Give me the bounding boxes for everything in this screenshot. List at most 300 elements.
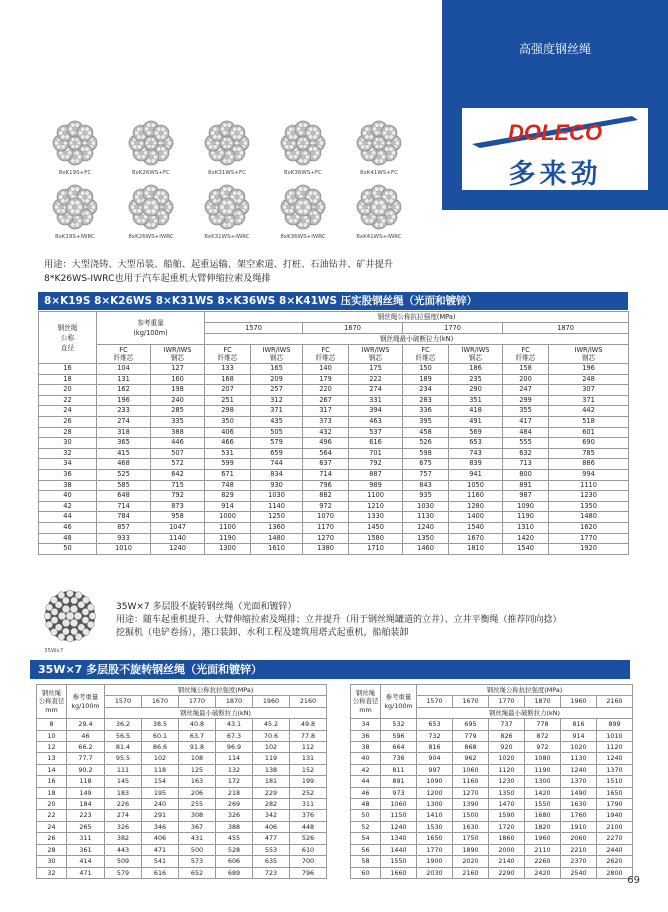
table-cell: 1230	[549, 491, 629, 502]
table-cell: 1110	[549, 480, 629, 491]
table-cell: 28	[39, 427, 97, 438]
table-cell: 10	[37, 730, 67, 741]
table-row	[37, 867, 327, 878]
table-cell: 52	[351, 821, 381, 832]
table-row	[351, 719, 633, 730]
table-row	[39, 491, 629, 502]
table-cell: 钢丝绳 公称直径 mm	[351, 685, 381, 719]
table-cell: 987	[503, 491, 549, 502]
table-cell: 2060	[561, 833, 597, 844]
table-cell: 784	[97, 512, 151, 523]
table-cell: 102	[253, 742, 290, 753]
table-cell: 466	[205, 438, 251, 449]
table-cell: 56	[351, 844, 381, 855]
table-cell: 1620	[549, 522, 629, 533]
table-cell: 914	[205, 501, 251, 512]
table-cell: 2000	[489, 844, 525, 855]
table-cell: 269	[216, 799, 253, 810]
table-cell: 1030	[251, 491, 303, 502]
table-cell: 290	[449, 385, 503, 396]
table-cell: 1530	[417, 821, 453, 832]
table-cell: 446	[151, 438, 205, 449]
table-cell: 46	[351, 787, 381, 798]
table-cell: 1020	[489, 753, 525, 764]
strand-label: 8xK41WS+IWRC	[356, 234, 402, 240]
table-cell: 152	[290, 764, 327, 775]
strand-label: 8xK26WS+FC	[132, 170, 170, 176]
logo-text-cn: 多来劲	[508, 159, 602, 190]
table-cell: 972	[525, 742, 561, 753]
table-cell: 222	[349, 374, 403, 385]
table-cell: 36.2	[105, 719, 142, 730]
table-cell: 8	[37, 719, 67, 730]
table-cell: 40.8	[179, 719, 216, 730]
table-cell: 1300	[205, 544, 251, 555]
table-cell: 442	[549, 406, 629, 417]
strand-label: 8xK19S+FC	[58, 170, 92, 176]
table-cell: 158	[503, 364, 549, 375]
table-row	[351, 833, 633, 844]
table-cell: 58	[351, 856, 381, 867]
table-cell: 274	[349, 385, 403, 396]
table-cell: 36	[39, 469, 97, 480]
usage-line-2: 8*K26WS-IWRC也用于汽车起重机大臂伸缩拉索及绳排	[44, 273, 271, 284]
table-cell: 1490	[561, 787, 597, 798]
usage2-line-3: 挖掘机（电铲卷扬），港口装卸、水利工程及建筑用塔式起重机，船舶装卸	[116, 628, 409, 638]
table-cell: 1140	[151, 533, 205, 544]
table-cell: 792	[349, 459, 403, 470]
table-cell: 40	[351, 753, 381, 764]
table-cell: 1350	[403, 533, 449, 544]
table-row	[351, 787, 633, 798]
table-cell: 376	[290, 810, 327, 821]
table-cell: 2540	[561, 867, 597, 878]
table-row	[39, 480, 629, 491]
table-cell: 1460	[403, 544, 449, 555]
table-cell: 579	[105, 867, 142, 878]
table-cell: 38	[39, 480, 97, 491]
table-cell: 599	[205, 459, 251, 470]
table-cell: 45.2	[253, 719, 290, 730]
table-cell: 834	[251, 469, 303, 480]
table-cell: 1380	[303, 544, 349, 555]
table-cell: 90.2	[67, 764, 105, 775]
table-cell: 181	[253, 776, 290, 787]
table-cell: 471	[67, 867, 105, 878]
table-cell: 1350	[489, 787, 525, 798]
table-cell: 311	[290, 799, 327, 810]
table-cell: 598	[403, 448, 449, 459]
table-cell: 418	[449, 406, 503, 417]
table-cell: 317	[303, 406, 349, 417]
table-cell: 154	[142, 776, 179, 787]
table-cell: 899	[597, 719, 633, 730]
table-cell: 189	[403, 374, 449, 385]
table-cell: 2210	[561, 844, 597, 855]
table-cell: 714	[303, 469, 349, 480]
table-cell: 104	[97, 364, 151, 375]
table-cell: 1710	[349, 544, 403, 555]
table-cell: 458	[403, 427, 449, 438]
table-cell: 1370	[597, 764, 633, 775]
table-cell: 395	[403, 416, 449, 427]
table-cell: 463	[349, 416, 403, 427]
table-cell: 291	[142, 810, 179, 821]
table-cell: 112	[290, 742, 327, 753]
table-cell: 1190	[503, 512, 549, 523]
table-cell: 1350	[549, 501, 629, 512]
table-cell: 240	[142, 799, 179, 810]
table-cell: 826	[489, 730, 525, 741]
strand-figure	[120, 120, 182, 176]
table-cell: 406	[253, 821, 290, 832]
table-cell: 891	[503, 480, 549, 491]
table-cell: 28	[37, 844, 67, 855]
table-cell: 675	[403, 459, 449, 470]
table-cell: 145	[105, 776, 142, 787]
table-cell: 参考重量 (kg/100m)	[97, 312, 205, 345]
table-cell: 186	[449, 364, 503, 375]
table-cell: 1100	[349, 491, 403, 502]
strand-figure	[348, 120, 410, 176]
table-cell: 532	[381, 719, 417, 730]
table-cell: 32	[39, 448, 97, 459]
page-number: 69	[627, 875, 640, 886]
table-row	[39, 416, 629, 427]
table-cell: 1410	[417, 810, 453, 821]
table-cell: 748	[205, 480, 251, 491]
logo-swoosh-icon	[472, 114, 638, 148]
table-cell: 44	[39, 512, 97, 523]
table-cell: 43.1	[216, 719, 253, 730]
table-cell: 1270	[303, 533, 349, 544]
table-cell: 149	[67, 787, 105, 798]
strand-label: 8xK36WS+IWRC	[280, 234, 326, 240]
table-cell: 371	[251, 406, 303, 417]
table-row	[37, 856, 327, 867]
table-cell: 1100	[205, 522, 251, 533]
table-cell: 252	[290, 787, 327, 798]
strand-cross-section-icon	[356, 184, 402, 230]
table-cell: 140	[303, 364, 349, 375]
table-cell: 1120	[489, 764, 525, 775]
table-cell: 1770	[549, 533, 629, 544]
strand-figure	[348, 184, 410, 240]
table-row	[39, 427, 629, 438]
table-cell: 689	[216, 867, 253, 878]
table-cell: 1130	[561, 753, 597, 764]
table-cell: 904	[417, 753, 453, 764]
table-cell: 274	[97, 416, 151, 427]
table-cell: 274	[105, 810, 142, 821]
table-cell: 500	[179, 844, 216, 855]
table-cell: 606	[216, 856, 253, 867]
table-cell: 102	[142, 753, 179, 764]
table-cell: 1670	[453, 696, 489, 707]
table-cell: 857	[97, 522, 151, 533]
table-cell: 175	[349, 364, 403, 375]
table-cell: 1650	[417, 833, 453, 844]
table-cell: 132	[216, 764, 253, 775]
table-cell: 2020	[453, 856, 489, 867]
table-cell: 56.5	[105, 730, 142, 741]
table-cell: 196	[549, 364, 629, 375]
table-cell: 24	[37, 821, 67, 832]
table-cell: 714	[97, 501, 151, 512]
table-cell: 365	[97, 438, 151, 449]
table-cell: 118	[67, 776, 105, 787]
table-cell: 1910	[561, 821, 597, 832]
table-row	[39, 406, 629, 417]
table-cell: 138	[253, 764, 290, 775]
table-cell: 196	[97, 395, 151, 406]
table-cell: IWR/IWS 钢芯	[349, 345, 403, 364]
table-cell: 388	[151, 427, 205, 438]
table-cell: 1020	[561, 742, 597, 753]
table-cell: 248	[549, 374, 629, 385]
usage-line-1: 用途：大型浇铸、大型吊装、船舶、起重运输、架空索道、打桩、石油钻井、矿井提升	[44, 259, 394, 270]
table-cell: 989	[349, 480, 403, 491]
table-cell: 1060	[453, 764, 489, 775]
table-cell: 331	[349, 395, 403, 406]
table-cell: 471	[142, 844, 179, 855]
table-row	[37, 787, 327, 798]
table-row	[351, 730, 633, 741]
table-cell: 钢丝绳最小破断拉力(kN)	[417, 707, 633, 718]
table-cell: 518	[549, 416, 629, 427]
table-cell: 1190	[205, 533, 251, 544]
table-cell: 1680	[525, 810, 561, 821]
table-cell: 394	[349, 406, 403, 417]
table-cell: 1960	[253, 696, 290, 707]
strand-cross-section-icon	[204, 184, 250, 230]
table-cell: 671	[205, 469, 251, 480]
table-cell: 715	[151, 480, 205, 491]
table-cell: 172	[216, 776, 253, 787]
table-cell: 868	[453, 742, 489, 753]
table-cell: 63.7	[179, 730, 216, 741]
table-cell: 973	[381, 787, 417, 798]
table-cell: 757	[403, 469, 449, 480]
table-cell: 206	[179, 787, 216, 798]
table-cell: 816	[417, 742, 453, 753]
table-row	[39, 364, 629, 375]
table-cell: 229	[253, 787, 290, 798]
table-cell: 46	[39, 522, 97, 533]
table-cell: 1240	[597, 753, 633, 764]
table-cell: 2620	[597, 856, 633, 867]
table-cell: 12	[37, 742, 67, 753]
table-cell: 477	[253, 833, 290, 844]
table-cell: IWR/IWS 钢芯	[151, 345, 205, 364]
table-cell: 701	[349, 448, 403, 459]
table-cell: 209	[251, 374, 303, 385]
table-cell: 1140	[251, 501, 303, 512]
table-cell: 972	[303, 501, 349, 512]
table-cell: 732	[417, 730, 453, 741]
table-cell: 1240	[403, 522, 449, 533]
table-cell: 648	[97, 491, 151, 502]
table-cell: 382	[105, 833, 142, 844]
table-cell: 20	[39, 385, 97, 396]
table-cell: 299	[503, 395, 549, 406]
table-row	[39, 501, 629, 512]
nonrotating-table-right	[350, 684, 633, 879]
table-cell: 1760	[561, 810, 597, 821]
table-cell: 1550	[381, 856, 417, 867]
table-cell: 335	[151, 416, 205, 427]
table-cell: 1090	[503, 501, 549, 512]
table-cell: 653	[417, 719, 453, 730]
table-cell: 1120	[597, 742, 633, 753]
strand-figure	[120, 184, 182, 240]
table-cell: 1420	[503, 533, 549, 544]
table-cell: 307	[549, 385, 629, 396]
table-cell: 1170	[303, 522, 349, 533]
strand-label: 8xK19S+IWRC	[55, 234, 95, 240]
table-cell: 钢丝绳最小破断拉力(kN)	[205, 334, 629, 345]
table-cell: 24	[39, 406, 97, 417]
table-cell: 800	[503, 469, 549, 480]
table-row	[39, 385, 629, 396]
table-cell: 2370	[561, 856, 597, 867]
table-row	[39, 448, 629, 459]
table-cell: 77.8	[290, 730, 327, 741]
table-cell: 257	[251, 385, 303, 396]
table-cell: 111	[105, 764, 142, 775]
table-cell: 1670	[142, 696, 179, 707]
table-cell: 1960	[561, 696, 597, 707]
table-cell: 1070	[303, 512, 349, 523]
table-cell: 282	[253, 799, 290, 810]
table-cell: 234	[403, 385, 449, 396]
table-cell: 38	[351, 742, 381, 753]
table-cell: 1500	[453, 810, 489, 821]
rope-35w7-image	[44, 590, 104, 656]
table-cell: 796	[290, 867, 327, 878]
table-cell: 843	[403, 480, 449, 491]
table-cell: 415	[97, 448, 151, 459]
table-row	[351, 776, 633, 787]
table-cell: 1390	[453, 799, 489, 810]
table-cell: 1480	[549, 512, 629, 523]
table-cell: 553	[253, 844, 290, 855]
table-cell: 695	[453, 719, 489, 730]
table-cell: 406	[205, 427, 251, 438]
table-cell: 351	[449, 395, 503, 406]
table-cell: 1440	[381, 844, 417, 855]
logo	[462, 108, 648, 190]
table-cell: 326	[216, 810, 253, 821]
table-cell: 40	[39, 491, 97, 502]
table-cell: 505	[251, 427, 303, 438]
table-cell: FC 纤维芯	[205, 345, 251, 364]
table-cell: 1770	[417, 844, 453, 855]
table-cell: 1750	[453, 833, 489, 844]
table-cell: 312	[251, 395, 303, 406]
table-cell: 1250	[251, 512, 303, 523]
table-cell: 16	[37, 776, 67, 787]
table-cell: 81.4	[105, 742, 142, 753]
table-cell: 308	[179, 810, 216, 821]
table-cell: FC 纤维芯	[503, 345, 549, 364]
strand-cross-section-icon	[128, 184, 174, 230]
table-cell: 2440	[597, 844, 633, 855]
table-row	[37, 821, 327, 832]
table-cell: 1330	[349, 512, 403, 523]
table-cell: 2160	[453, 867, 489, 878]
table-cell: 1420	[525, 787, 561, 798]
table-cell: 1770	[403, 323, 503, 334]
table-cell: 49.8	[290, 719, 327, 730]
table-cell: 455	[216, 833, 253, 844]
table-cell: 1370	[561, 776, 597, 787]
table-cell: 1940	[597, 810, 633, 821]
table-row	[39, 438, 629, 449]
table-cell: 1670	[449, 533, 503, 544]
table-cell: 1890	[453, 844, 489, 855]
table-cell: 1870	[216, 696, 253, 707]
table-cell: 496	[303, 438, 349, 449]
table-cell: 2800	[597, 867, 633, 878]
table-cell: 265	[67, 821, 105, 832]
table-cell: 443	[105, 844, 142, 855]
table-row	[351, 867, 633, 878]
table-cell: 1047	[151, 522, 205, 533]
table-cell: 223	[67, 810, 105, 821]
table-cell: 1770	[179, 696, 216, 707]
table-cell: 2260	[525, 856, 561, 867]
table-cell: 342	[253, 810, 290, 821]
table-cell: 572	[151, 459, 205, 470]
table-cell: 555	[503, 438, 549, 449]
table-cell: 298	[205, 406, 251, 417]
strand-cross-section-icon	[356, 120, 402, 166]
table-cell: 484	[503, 427, 549, 438]
table-cell: 66.2	[67, 742, 105, 753]
usage2-line-2: 用途：随车起重机提升、大臂伸缩拉索及绳排；立井提升（用于钢丝绳罐道的立井）、立井平衡绳（推荐同向捻）	[116, 615, 562, 625]
table-cell: 13	[37, 753, 67, 764]
logo-text-en: DOLECO	[507, 120, 603, 145]
table-row	[39, 533, 629, 544]
table-cell: 14	[37, 764, 67, 775]
table-cell: 1050	[449, 480, 503, 491]
table-cell: 1720	[489, 821, 525, 832]
usage2-line-1: 35W×7 多层股不旋转钢丝绳（光面和镀锌）	[116, 602, 297, 612]
table-cell: 336	[403, 406, 449, 417]
table-cell: 431	[179, 833, 216, 844]
table-cell: 119	[253, 753, 290, 764]
table-cell: 36	[351, 730, 381, 741]
table-cell: 165	[251, 364, 303, 375]
table-cell: 1870	[525, 696, 561, 707]
table-cell: 507	[151, 448, 205, 459]
table-row	[39, 544, 629, 555]
table-cell: 920	[489, 742, 525, 753]
table-row	[39, 395, 629, 406]
table-cell: 钢丝绳公称抗拉强度(MPa)	[417, 685, 633, 696]
table-cell: 962	[453, 753, 489, 764]
table-cell: 1060	[381, 799, 417, 810]
table-cell: 1210	[349, 501, 403, 512]
table-cell: 18	[39, 374, 97, 385]
table-cell: 1150	[381, 810, 417, 821]
table-cell: 690	[549, 438, 629, 449]
table-cell: 311	[67, 833, 105, 844]
table-cell: 168	[205, 374, 251, 385]
table-cell: 114	[216, 753, 253, 764]
table-cell: 1580	[349, 533, 403, 544]
